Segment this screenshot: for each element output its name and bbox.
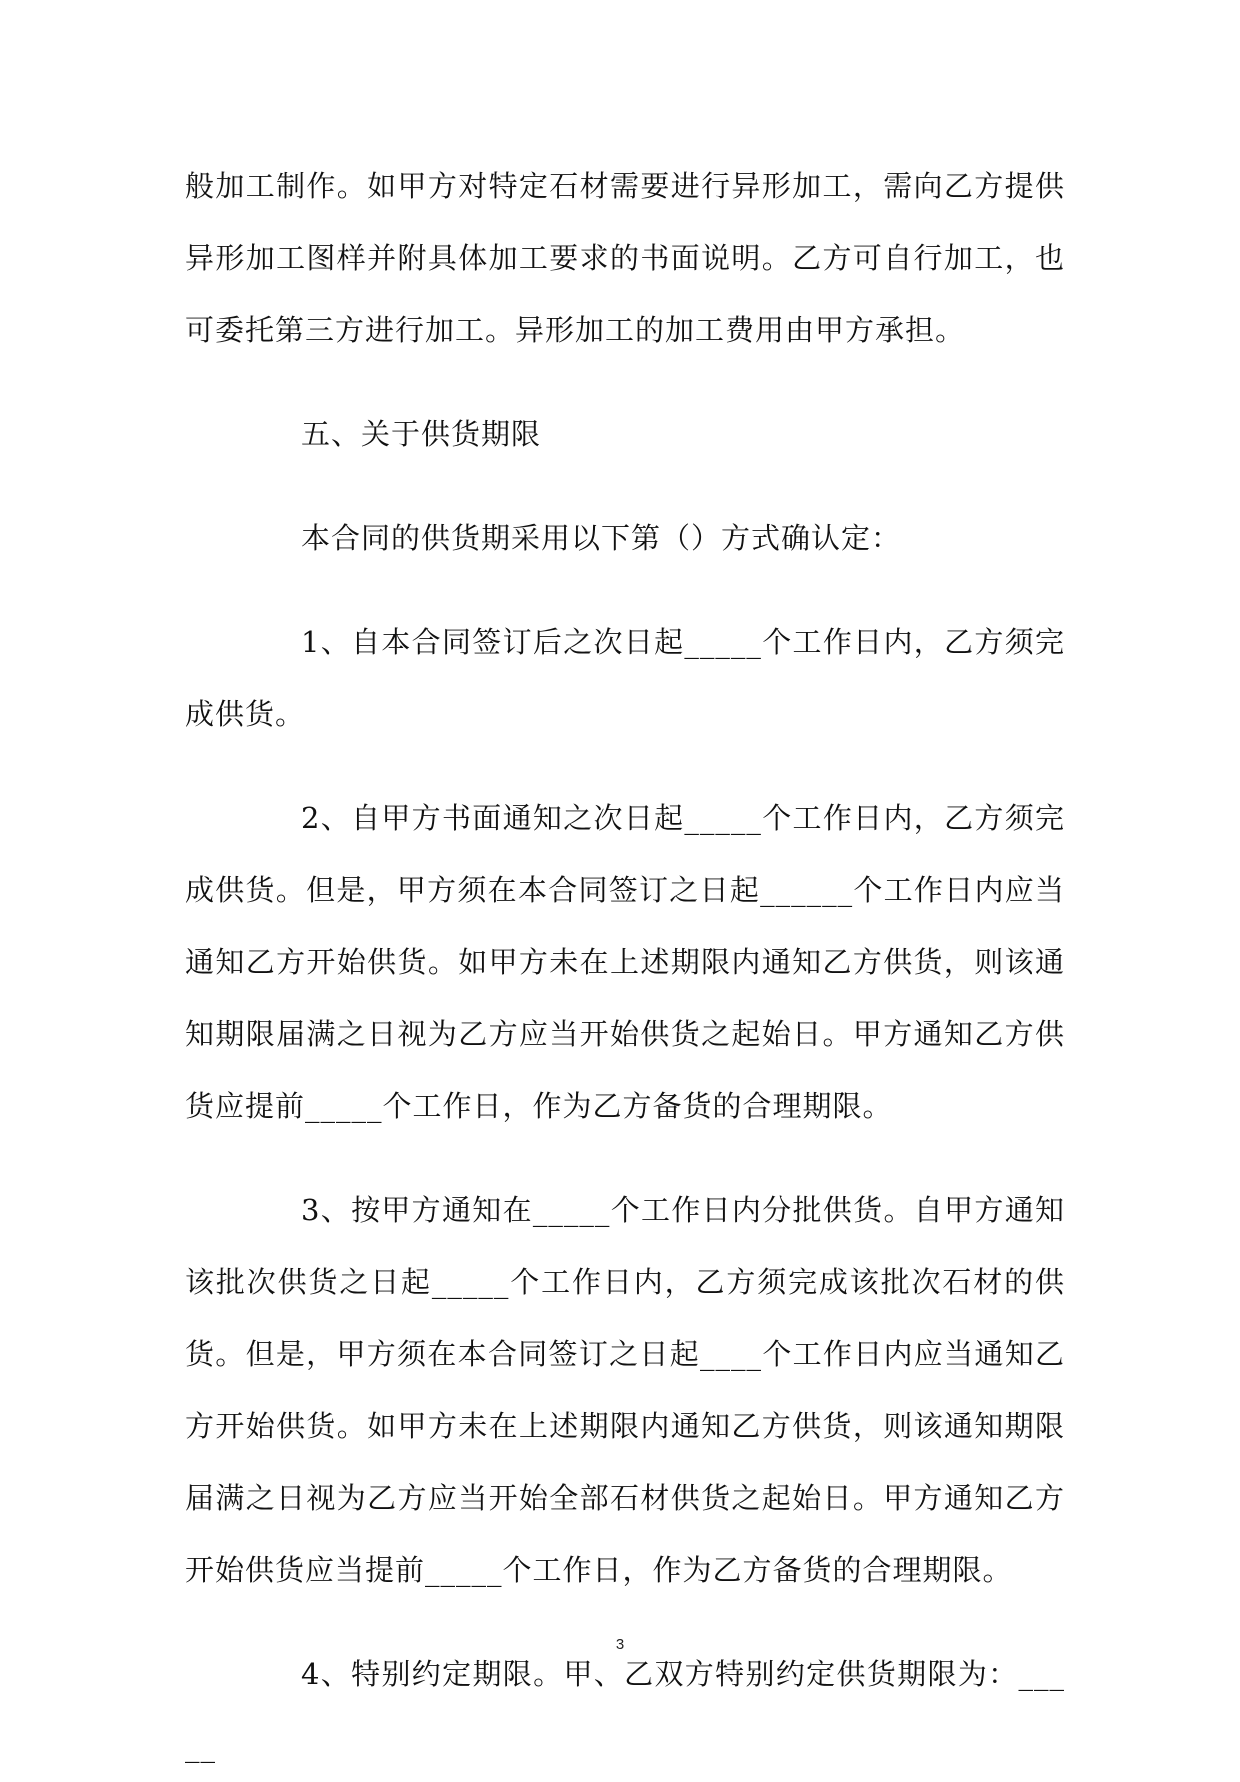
page-number: 3 [615, 1636, 625, 1653]
clause-4: 4、特别约定期限。甲、乙双方特别约定供货期限为：_____ [185, 1657, 1065, 1763]
clause-3: 3、按甲方通知在_____个工作日内分批供货。自甲方通知该批次供货之日起_____个工作日内，乙方须完成该批次石材的供货。但是，甲方须在本合同签订之日起____个工作日内应当通知乙方开始供货。如甲方未在上述期限内通知乙方供货，则该通知期限届满之日视为乙方应当开始全部石材供货之起始日。甲方通知乙方开始供货应当提前_____个工作日，作为乙方备货的合理期限。 [185, 1193, 1065, 1587]
paragraph-supply-method-intro: 本合同的供货期采用以下第（）方式确认定： [301, 521, 902, 555]
paragraph-continued-processing: 般加工制作。如甲方对特定石材需要进行异形加工，需向乙方提供异形加工图样并附具体加工要求的书面说明。乙方可自行加工，也可委托第三方进行加工。异形加工的加工费用由甲方承担。 [185, 169, 1065, 347]
section-heading-supply-period: 五、关于供货期限 [301, 417, 542, 451]
clause-1: 1、自本合同签订后之次日起_____个工作日内，乙方须完成供货。 [185, 625, 1065, 731]
clause-2: 2、自甲方书面通知之次日起_____个工作日内，乙方须完成供货。但是，甲方须在本合同签订之日起______个工作日内应当通知乙方开始供货。如甲方未在上述期限内通知乙方供货，则该通知期限届满之日视为乙方应当开始供货之起始日。甲方通知乙方供货应提前_____个工作日，作为乙方备货的合理期限。 [185, 801, 1065, 1123]
document-body [185, 150, 1065, 1782]
